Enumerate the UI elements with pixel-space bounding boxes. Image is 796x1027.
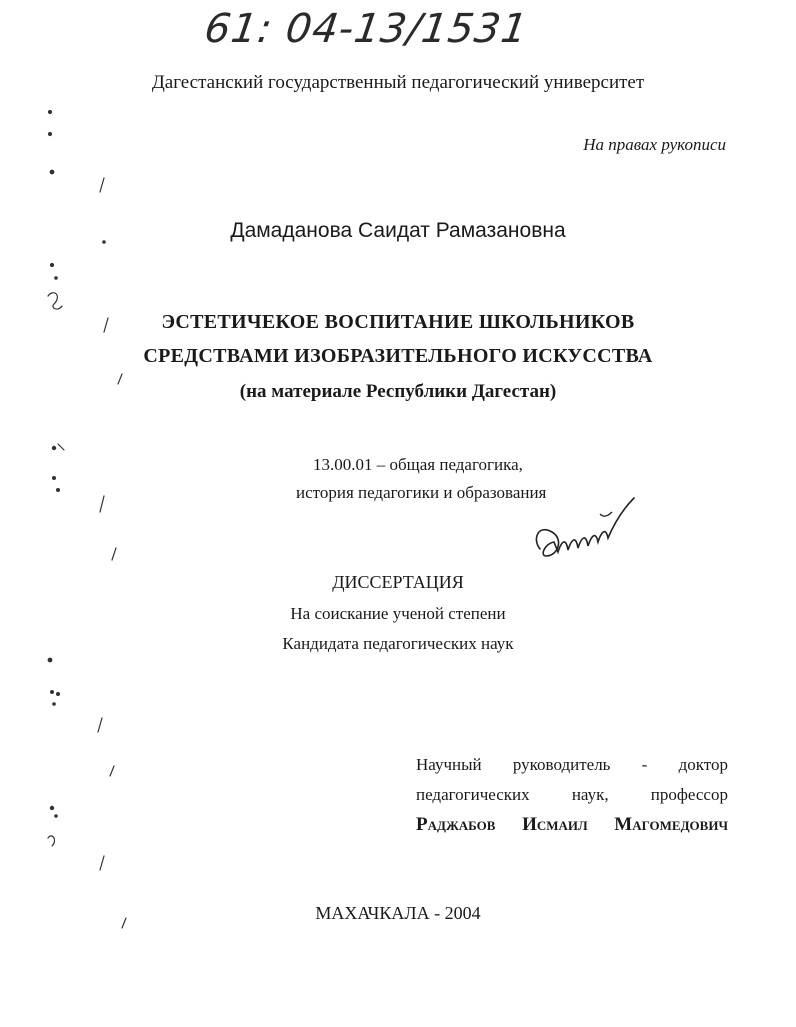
- specialty-line-2: история педагогики и образования: [296, 483, 547, 502]
- signature-scribble: [530, 494, 640, 574]
- supervisor-word: -: [641, 755, 648, 774]
- supervisor-name: [416, 814, 728, 836]
- title-line-2: СРЕДСТВАМИ ИЗОБРАЗИТЕЛЬНОГО ИСКУССТВА: [143, 345, 653, 367]
- scan-margin-marks: [38, 100, 128, 950]
- specialty-line-1: 13.00.01 – общая педагогика,: [313, 455, 523, 474]
- title-line-1: ЭСТЕТИЧЕКОЕ ВОСПИТАНИЕ ШКОЛЬНИКОВ: [161, 311, 635, 333]
- supervisor-line-1: [416, 755, 728, 775]
- archive-code-handwritten: 61: 04-13/1531: [201, 6, 531, 52]
- title-line-3: (на материале Республики Дагестан): [239, 381, 557, 402]
- city-year: МАХАЧКАЛА - 2004: [315, 903, 481, 923]
- supervisor-first-name: Исмаил: [522, 814, 588, 835]
- supervisor-word: доктор: [678, 755, 728, 774]
- supervisor-word: педагогических: [416, 785, 530, 804]
- supervisor-word: профессор: [650, 785, 728, 804]
- document-type: ДИССЕРТАЦИЯ: [332, 572, 464, 592]
- degree-line-1: На соискание ученой степени: [290, 604, 506, 623]
- supervisor-word: руководитель: [512, 755, 611, 774]
- author-name: Дамаданова Саидат Рамазановна: [230, 219, 566, 242]
- university-name: Дагестанский государственный педагогический университет: [151, 72, 645, 93]
- supervisor-word: наук,: [571, 785, 609, 804]
- supervisor-word: Научный: [416, 755, 482, 774]
- supervisor-patronymic: Магомедович: [614, 814, 728, 835]
- supervisor-surname: Раджабов: [416, 814, 496, 835]
- degree-line-2: Кандидата педагогических наук: [282, 634, 514, 653]
- supervisor-line-2: [416, 785, 728, 805]
- rights-note: На правах рукописи: [583, 135, 726, 154]
